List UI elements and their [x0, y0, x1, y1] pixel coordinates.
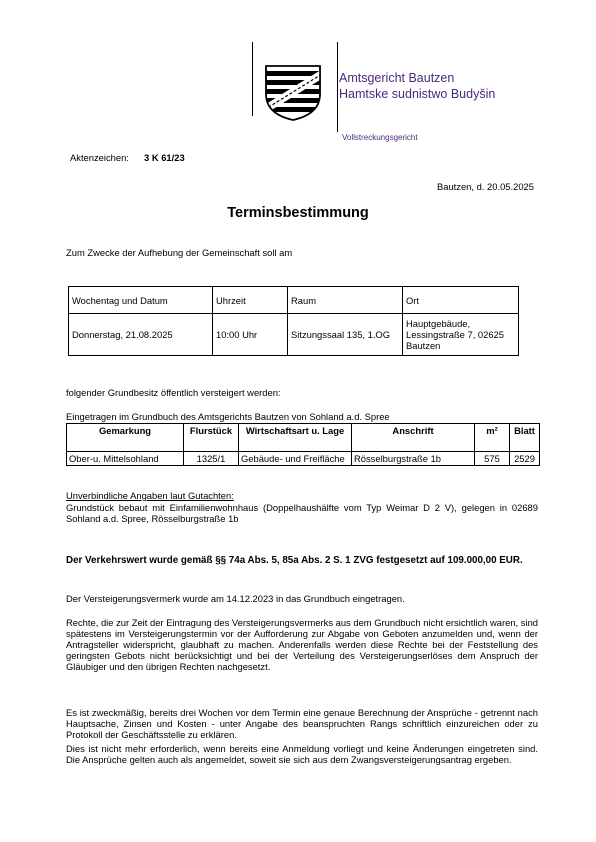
auction-text: folgender Grundbesitz öffentlich versteigert werden:	[66, 387, 281, 398]
table-header-cell: Gemarkung	[67, 424, 184, 452]
property-table	[66, 423, 540, 466]
rights-paragraph: Rechte, die zur Zeit der Eintragung des Versteigerungsvermerks aus dem Grundbuch nicht ersichtlich waren, sind spätestens im Versteigerungstermin vor der Aufforderung zur Abgabe von Geboten anzumelden und, wenn der Antragsteller widerspricht, glaubhaft zu machen. Anderenfalls werden diese Rechte bei der Feststellung des geringsten Gebots nicht berücksichtigt und bei der Verteilung des Versteigerungserlöses dem Anspruch der Gläubiger und den übrigen Rechten nachgesetzt.	[66, 617, 538, 672]
property-table-row	[67, 452, 540, 466]
appointment-table-row	[69, 314, 519, 356]
market-value-text: Der Verkehrswert wurde gemäß §§ 74a Abs. 5, 85a Abs. 2 S. 1 ZVG festgesetzt auf 109.000,00 EUR.	[66, 555, 523, 566]
land-register-text: Eingetragen im Grundbuch des Amtsgerichts Bautzen von Sohland a.d. Spree	[66, 411, 390, 422]
appraisal-heading: Unverbindliche Angaben laut Gutachten:	[66, 490, 234, 501]
table-header-cell: Raum	[288, 287, 403, 314]
page-title: Terminsbestimmung	[227, 205, 369, 221]
table-cell: Ober-u. Mittelsohland	[67, 452, 184, 466]
court-name-sorbian: Hamtske sudnistwo Budyšin	[339, 87, 496, 101]
table-header-cell: Wirtschaftsart u. Lage	[239, 424, 352, 452]
coat-of-arms-icon	[262, 64, 324, 122]
appointment-table	[68, 286, 519, 356]
table-cell: Donnerstag, 21.08.2025	[69, 314, 213, 356]
table-header-cell: Uhrzeit	[213, 287, 288, 314]
table-header-cell: Anschrift	[352, 424, 475, 452]
place-date: Bautzen, d. 20.05.2025	[437, 181, 534, 192]
intro-text: Zum Zwecke der Aufhebung der Gemeinschaft soll am	[66, 247, 293, 258]
table-cell: Rösselburgstraße 1b	[352, 452, 475, 466]
table-cell: 2529	[510, 452, 540, 466]
file-number: 3 K 61/23	[144, 152, 185, 163]
appointment-table-header	[69, 287, 519, 314]
header-divider-left	[252, 42, 253, 116]
file-number-label: Aktenzeichen:	[70, 152, 129, 163]
advice-paragraph-1: Es ist zweckmäßig, bereits drei Wochen vor dem Termin eine genaue Berechnung der Ansprüche - getrennt nach Hauptsache, Zinsen und Kosten - unter Angabe des beanspruchten Rangs schriftlich einzureichen oder zu Protokoll der Geschäftsstelle zu erklären.	[66, 707, 538, 740]
table-header-cell: Wochentag und Datum	[69, 287, 213, 314]
table-cell: Hauptgebäude, Lessingstraße 7, 02625 Bautzen	[403, 314, 519, 356]
advice-paragraph-2: Dies ist nicht mehr erforderlich, wenn bereits eine Anmeldung vorliegt und keine Änderungen eingetreten sind. Die Ansprüche gelten auch als angemeldet, soweit sie sich aus dem Zwangsversteigerungsantrag ergeben.	[66, 743, 538, 765]
header-divider-right	[337, 42, 338, 132]
table-header-cell: Blatt	[510, 424, 540, 452]
department-label: Vollstreckungsgericht	[342, 133, 418, 142]
property-table-header	[67, 424, 540, 452]
table-header-cell: Ort	[403, 287, 519, 314]
table-cell: Gebäude- und Freifläche	[239, 452, 352, 466]
table-cell: 1325/1	[184, 452, 239, 466]
appraisal-text: Grundstück bebaut mit Einfamilienwohnhaus (Doppelhaushälfte vom Typ Weimar D 2 V), gelegen in 02689 Sohland a.d. Spree, Rösselburgstraße 1b	[66, 502, 538, 524]
table-cell: 575	[475, 452, 510, 466]
table-header-cell: m²	[475, 424, 510, 452]
table-cell: Sitzungssaal 135, 1.OG	[288, 314, 403, 356]
register-note: Der Versteigerungsvermerk wurde am 14.12.2023 in das Grundbuch eingetragen.	[66, 593, 405, 604]
table-header-cell: Flurstück	[184, 424, 239, 452]
table-cell: 10:00 Uhr	[213, 314, 288, 356]
court-name-german: Amtsgericht Bautzen	[339, 71, 455, 85]
